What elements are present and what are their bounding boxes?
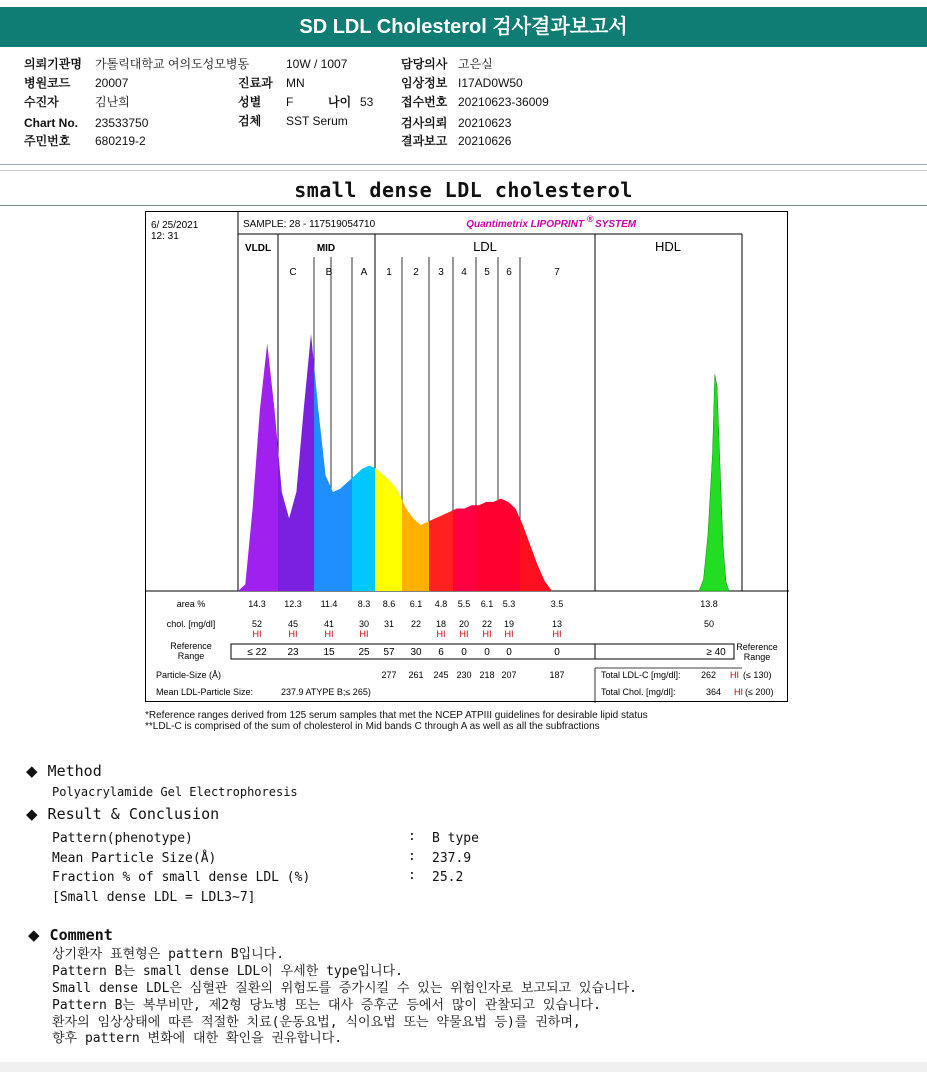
ref-value: 0: [506, 647, 512, 658]
hi-flag: HI: [436, 629, 446, 639]
ref-box: [231, 644, 734, 659]
info-ward: 10W / 1007: [286, 57, 348, 71]
row-label-area: area %: [176, 599, 206, 609]
info-doctor: 고은실: [458, 57, 493, 71]
hdl-ref: ≥ 40: [706, 647, 726, 658]
result-label: Mean Particle Size(Å): [52, 851, 217, 866]
divider: [0, 205, 927, 206]
comment-line: 향후 pattern 변화에 대한 확인을 권유합니다.: [52, 1031, 343, 1046]
divider: [0, 164, 927, 165]
area-value: 5.3: [502, 599, 516, 609]
info-hospital: [24, 57, 82, 71]
hi-flag: HI: [359, 629, 369, 639]
info-label: 수진자: [24, 95, 59, 109]
info-label: 성별: [238, 95, 262, 109]
row-label-ref: Reference: [170, 641, 212, 651]
brand-mark: ®: [587, 214, 594, 224]
info-label: 접수번호: [401, 95, 448, 109]
profile-segment-C: [278, 334, 314, 591]
info-label: 결과보고: [401, 134, 448, 148]
info-dept: MN: [286, 76, 305, 90]
comment-title: Comment: [49, 926, 113, 944]
info-label: Chart No.: [24, 116, 78, 130]
info-label: 임상정보: [401, 76, 448, 90]
info-patient-name: 김난희: [95, 95, 130, 109]
ref-right-label: Range: [743, 652, 771, 662]
area-value: 6.1: [409, 599, 423, 609]
chol-value: 41: [323, 619, 335, 629]
profile-segment-VLDL: [238, 344, 278, 592]
group-hdl: HDL: [654, 239, 682, 254]
profile-segment-4: [453, 505, 476, 591]
comment-line: Pattern B는 복부비만, 제2형 당뇨병 또는 대사 증후군 등에서 많이 관찰되고 있습니다.: [52, 998, 601, 1013]
chol-value: 22: [410, 619, 422, 629]
comment-line: Pattern B는 small dense LDL이 우세한 type입니다.: [52, 964, 403, 979]
total-ldl-label: Total LDL-C [mg/dl]:: [601, 670, 681, 680]
band-label: 6: [506, 267, 512, 278]
info-label: [24, 134, 70, 148]
result-sep: :: [408, 868, 416, 883]
diamond-bullet-icon: ◆: [28, 926, 40, 944]
area-value: 6.1: [480, 599, 494, 609]
hdl-chol: 50: [703, 619, 715, 629]
band-label: B: [325, 267, 333, 278]
info-sex: F: [286, 95, 294, 109]
group-vldl: VLDL: [244, 243, 272, 254]
chol-value: 45: [287, 619, 299, 629]
info-resident-no: 680219-2: [95, 134, 146, 148]
info-label: [24, 95, 59, 109]
band-label: C: [289, 267, 297, 278]
ref-right-label: Reference: [736, 642, 778, 652]
section-title: small dense LDL cholesterol: [294, 178, 633, 202]
profile-segment-B: [314, 365, 352, 592]
area-value: 3.5: [550, 599, 564, 609]
hi-flag: HI: [324, 629, 334, 639]
info-label: 의뢰기관명: [24, 57, 82, 71]
result-title: Result & Conclusion: [47, 805, 220, 823]
result-pattern: B type: [432, 831, 479, 846]
band-label: 4: [461, 267, 467, 278]
comment-header: [28, 926, 113, 944]
lipoprint-report: [145, 211, 788, 702]
total-chol-value: 364: [706, 687, 722, 697]
size-value: 230: [456, 670, 472, 680]
info-hospital-value: 가톨릭대학교 여의도성모병동: [95, 57, 250, 71]
report-title: SD LDL Cholesterol 검사결과보고서: [0, 7, 927, 47]
total-chol-label: Total Chol. [mg/dl]:: [601, 687, 676, 697]
chol-value: 31: [383, 619, 395, 629]
ref-value: 25: [358, 647, 370, 658]
comment-line: 상기환자 표현형은 pattern B입니다.: [52, 947, 285, 962]
total-ldl-ref: (≤ 130): [743, 670, 772, 680]
profile-segment-1: [375, 468, 402, 591]
profile-segment-3: [429, 510, 453, 591]
result-label: Pattern(phenotype): [52, 831, 193, 846]
chol-value: 18: [435, 619, 447, 629]
chol-value: 52: [251, 619, 263, 629]
info-age: 53: [360, 95, 374, 109]
info-label: 주민번호: [24, 134, 71, 148]
info-label: 진료과: [238, 76, 273, 90]
comment-line: Small dense LDL은 심혈관 질환의 위험도를 증가시킬 수 있는 위험인자로 보고되고 있습니다.: [52, 981, 637, 996]
total-ldl-flag: HI: [730, 670, 739, 680]
ref-value: 23: [287, 647, 299, 658]
area-value: 5.5: [457, 599, 471, 609]
hi-flag: HI: [459, 629, 469, 639]
area-value: 8.3: [357, 599, 371, 609]
info-label: 나이: [328, 95, 352, 109]
info-chart-no: 23533750: [95, 116, 149, 130]
info-label: [24, 76, 70, 90]
info-specimen: SST Serum: [286, 114, 348, 128]
hi-flag: HI: [482, 629, 492, 639]
area-value: 14.3: [248, 599, 266, 609]
area-value: 8.6: [382, 599, 396, 609]
profile-segment-5: [476, 500, 498, 591]
ref-value: 30: [410, 647, 422, 658]
hdl-area: 13.8: [700, 599, 718, 609]
row-label-ref: Range: [177, 651, 205, 661]
diamond-bullet-icon: ◆: [26, 805, 38, 823]
ref-value: 0: [554, 647, 560, 658]
info-label: 검체: [238, 114, 262, 128]
chol-value: 22: [481, 619, 493, 629]
sample-id: SAMPLE: 28 - 117519054710: [243, 219, 376, 230]
ref-value: 57: [383, 647, 395, 658]
hi-flag: HI: [552, 629, 562, 639]
band-label: A: [360, 267, 368, 278]
size-value: 261: [408, 670, 424, 680]
report-time: 12: 31: [151, 231, 179, 242]
mean-size-value: 237.9 ATYPE B;≤ 265): [281, 687, 371, 697]
info-label: 병원코드: [24, 76, 71, 90]
profile-segment-7: [520, 519, 552, 591]
footnote-reference: *Reference ranges derived from 125 serum samples that met the NCEP ATPIII guidelines for desirable lipid status: [145, 710, 648, 721]
comment-line: 환자의 임상상태에 따른 적절한 치료(운동요법, 식이요법 또는 약물요법 등)를 권하며,: [52, 1015, 581, 1030]
method-title: Method: [47, 762, 102, 780]
result-sep: :: [408, 849, 416, 864]
info-label: [24, 116, 78, 130]
total-chol-flag: HI: [734, 687, 743, 697]
info-report-date: 20210626: [458, 134, 512, 148]
group-ldl: LDL: [473, 239, 497, 254]
total-ldl-value: 262: [701, 670, 717, 680]
profile-segment-6: [498, 499, 520, 591]
band-label: 2: [413, 267, 419, 278]
row-label-size: Particle-Size (Å): [156, 670, 222, 680]
report-date: 6/ 25/2021: [151, 220, 199, 231]
row-label-chol: chol. [mg/dl]: [166, 619, 216, 629]
result-sep: :: [408, 829, 416, 844]
profile-segment-2: [402, 500, 429, 591]
size-value: 245: [433, 670, 449, 680]
band-label: 5: [484, 267, 490, 278]
brand-suffix: SYSTEM: [595, 219, 637, 230]
ref-value: ≤ 22: [247, 647, 267, 658]
ref-value: 15: [323, 647, 335, 658]
diamond-bullet-icon: ◆: [26, 762, 38, 780]
result-note: [Small dense LDL = LDL3~7]: [52, 890, 256, 905]
result-label: Fraction % of small dense LDL (%): [52, 870, 311, 885]
info-label: 검사의뢰: [401, 116, 448, 130]
hi-flag: HI: [288, 629, 298, 639]
group-mid: MID: [316, 243, 336, 254]
chol-value: 30: [358, 619, 370, 629]
hi-flag: HI: [504, 629, 514, 639]
area-value: 4.8: [434, 599, 448, 609]
ref-value: 6: [438, 647, 444, 658]
profile-segment-A: [352, 466, 375, 591]
info-label: 담당의사: [401, 57, 448, 71]
hi-flag: HI: [252, 629, 262, 639]
info-request-date: 20210623: [458, 116, 512, 130]
result-mean-size: 237.9: [432, 851, 472, 866]
info-hospital-code: 20007: [95, 76, 129, 90]
row-label-mean: Mean LDL-Particle Size:: [156, 687, 254, 697]
info-receipt-no: 20210623-36009: [458, 95, 549, 109]
total-chol-ref: (≤ 200): [745, 687, 774, 697]
size-value: 207: [501, 670, 517, 680]
profile-segment-HDL: [699, 374, 729, 591]
area-value: 11.4: [320, 599, 338, 609]
size-value: 277: [381, 670, 397, 680]
result-fraction: 25.2: [432, 870, 464, 885]
result-header: [26, 805, 219, 823]
band-label: 1: [386, 267, 392, 278]
lipoprint-chart: [146, 212, 789, 703]
info-clinical: I17AD0W50: [458, 76, 523, 90]
size-value: 187: [549, 670, 565, 680]
band-label: 3: [438, 267, 444, 278]
method-header: [26, 762, 102, 780]
ref-value: 0: [484, 647, 490, 658]
footnote-ldl: **LDL-C is comprised of the sum of cholesterol in Mid bands C through A as well as all the subfractions: [145, 721, 600, 732]
size-value: 218: [479, 670, 495, 680]
chol-value: 13: [551, 619, 563, 629]
band-label: 7: [554, 267, 560, 278]
chol-value: 20: [458, 619, 470, 629]
area-value: 12.3: [284, 599, 302, 609]
method-text: Polyacrylamide Gel Electrophoresis: [52, 785, 298, 799]
ref-value: 0: [461, 647, 467, 658]
divider: [0, 170, 927, 171]
brand-name: Quantimetrix LIPOPRINT: [466, 219, 584, 230]
chol-value: 19: [503, 619, 515, 629]
